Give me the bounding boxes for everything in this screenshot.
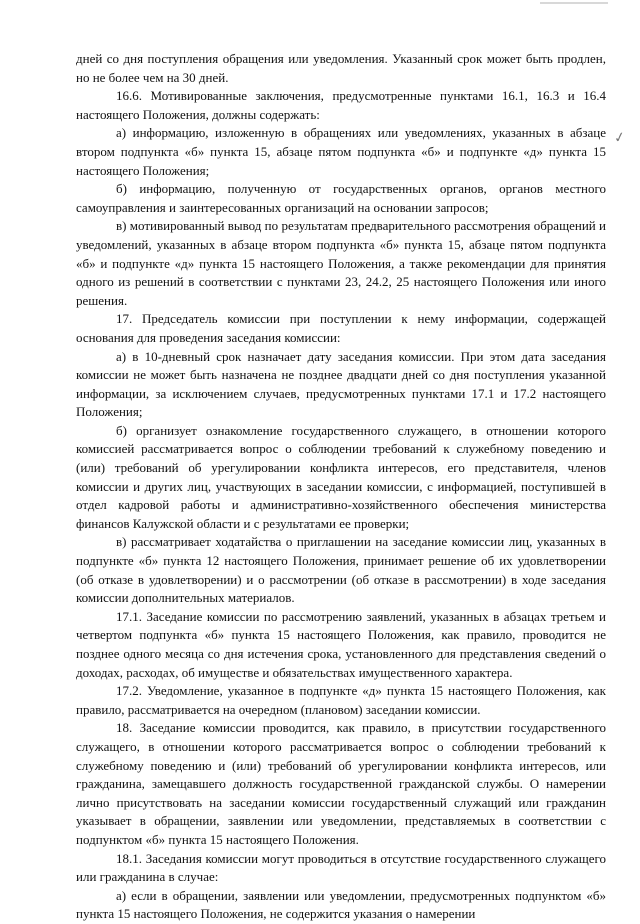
paragraph-17: 17. Председатель комиссии при поступлении к нему информации, содержащей основания для проведения заседания комиссии:	[76, 311, 606, 345]
paragraph-18: 18. Заседание комиссии проводится, как правило, в присутствии государственного служащего, в отношении которого рассматривается вопрос о соблюдении требований к служебному поведению и (или) требований об урегулировании конфликта интересов, или гражданина, замещавшего должность государственной гражданской службы. О намерении лично присутствовать на заседании комиссии государственный служащий или гражданин указывает в обращении, заявлении или уведомлении, представляемых в соответствии с подпунктом «б» пункта 15 настоящего Положения.	[76, 720, 606, 847]
paragraph-17-a: а) в 10-дневный срок назначает дату заседания комиссии. При этом дата заседания комиссии не может быть назначена не позднее двадцати дней со дня поступления указанной информации, за исключением случаев, предусмотренных пунктами 17.1 и 17.2 настоящего Положения;	[76, 348, 606, 420]
paragraph-16-6: 16.6. Мотивированные заключения, предусмотренные пунктами 16.1, 16.3 и 16.4 настоящего Положения, должны содержать:	[76, 88, 606, 122]
scan-top-mark	[540, 2, 608, 4]
paragraph-18-1-a: а) если в обращении, заявлении или уведомлении, предусмотренных подпунктом «б» пункта 15 настоящего Положения, не содержится указания о намерении	[76, 887, 606, 922]
paragraph-16-6-a: а) информацию, изложенную в обращениях или уведомлениях, указанных в абзаце втором подпункта «б» пункта 15, абзаце пятом подпункта «б» и подпункте «д» пункта 15 настоящего Положения;	[76, 125, 606, 178]
scan-stray-mark	[396, 146, 406, 151]
paragraph-continuation: дней со дня поступления обращения или уведомления. Указанный срок может быть продлен, но не более чем на 30 дней.	[76, 51, 606, 85]
paragraph-17-b: б) организует ознакомление государственного служащего, в отношении которого комиссией рассматривается вопрос о соблюдении требований к служебному поведению и (или) требований об урегулировании конфликта интересов, его представителя, членов комиссии и других лиц, участвующих в заседании комиссии, с информацией, поступившей в отдел кадровой работы и административно-хозяйственного обеспечения министерства финансов Калужской области и с результатами ее проверки;	[76, 422, 606, 531]
paragraph-16-6-b: б) информацию, полученную от государственных органов, органов местного самоуправления и заинтересованных организаций на основании запросов;	[76, 181, 606, 215]
paragraph-17-1: 17.1. Заседание комиссии по рассмотрению заявлений, указанных в абзацах третьем и четвертом подпункта «б» пункта 15 настоящего Положения, как правило, проводится не позднее одного месяца со дня истечения срока, установленного для представления сведений о доходах, расходах, об имуществе и обязательствах имущественного характера.	[76, 608, 606, 680]
paragraph-18-1: 18.1. Заседания комиссии могут проводиться в отсутствие государственного служащего или гражданина в случае:	[76, 850, 606, 885]
paragraph-17-v: в) рассматривает ходатайства о приглашении на заседание комиссии лиц, указанных в подпункте «б» пункта 12 настоящего Положения, принимает решение об их удовлетворении (об отказе в удовлетворении) и о рассмотрении (об отказе в рассмотрении) в ходе заседания комиссии дополнительных материалов.	[76, 534, 606, 606]
paragraph-17-2: 17.2. Уведомление, указанное в подпункте «д» пункта 15 настоящего Положения, как правило, рассматривается на очередном (плановом) заседании комиссии.	[76, 683, 606, 717]
paragraph-16-6-v: в) мотивированный вывод по результатам предварительного рассмотрения обращений и уведомлений, указанных в абзаце втором подпункта «б» пункта 15, абзаце пятом подпункта «б» и подпункте «д» пункта 15 настоящего Положения, а также рекомендации для принятия одного из решений в соответствии с пунктами 23, 24.2, 25 настоящего Положения или иного решения.	[76, 218, 606, 308]
margin-check-mark: ✓	[612, 128, 628, 148]
